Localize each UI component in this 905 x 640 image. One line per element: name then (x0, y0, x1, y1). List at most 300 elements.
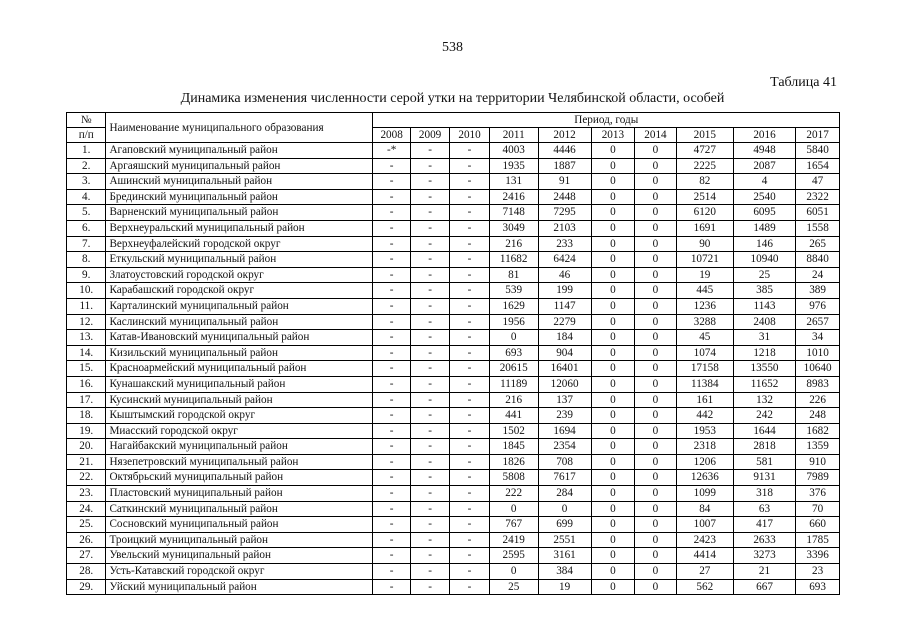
table-row (67, 501, 840, 517)
row-number: 8. (67, 252, 106, 268)
value-cell: - (410, 579, 449, 595)
value-cell: 539 (489, 283, 538, 299)
value-cell: - (450, 314, 489, 330)
value-cell: - (373, 314, 410, 330)
value-cell: 0 (635, 501, 677, 517)
table-row (67, 439, 840, 455)
value-cell: 0 (591, 439, 635, 455)
value-cell: 11384 (676, 376, 733, 392)
value-cell: 2633 (733, 532, 795, 548)
municipality-name: Кунашакский муниципальный район (106, 376, 373, 392)
value-cell: 441 (489, 408, 538, 424)
municipality-name: Пластовский муниципальный район (106, 486, 373, 502)
value-cell: - (450, 579, 489, 595)
num-header: № (67, 113, 106, 128)
value-cell: 1629 (489, 298, 538, 314)
year-header: 2012 (538, 128, 591, 143)
table-row (67, 470, 840, 486)
value-cell: 1826 (489, 454, 538, 470)
value-cell: 2818 (733, 439, 795, 455)
value-cell: 3273 (733, 548, 795, 564)
year-header: 2009 (410, 128, 449, 143)
value-cell: - (450, 283, 489, 299)
table-row (67, 345, 840, 361)
value-cell: 0 (635, 454, 677, 470)
value-cell: 0 (635, 548, 677, 564)
table-row (67, 283, 840, 299)
value-cell: 0 (591, 283, 635, 299)
row-number: 21. (67, 454, 106, 470)
value-cell: - (450, 564, 489, 580)
value-cell: 248 (796, 408, 840, 424)
value-cell: 11652 (733, 376, 795, 392)
value-cell: 0 (591, 376, 635, 392)
row-number: 1. (67, 143, 106, 159)
value-cell: 2419 (489, 532, 538, 548)
value-cell: 2657 (796, 314, 840, 330)
value-cell: 976 (796, 298, 840, 314)
value-cell: - (373, 252, 410, 268)
municipality-name: Миасский городской округ (106, 423, 373, 439)
value-cell: 1785 (796, 532, 840, 548)
row-number: 3. (67, 174, 106, 190)
value-cell: - (450, 376, 489, 392)
value-cell: 581 (733, 454, 795, 470)
value-cell: 0 (489, 330, 538, 346)
value-cell: 0 (635, 376, 677, 392)
value-cell: 16401 (538, 361, 591, 377)
value-cell: 0 (591, 532, 635, 548)
value-cell: 7148 (489, 205, 538, 221)
value-cell: 0 (591, 564, 635, 580)
row-number: 20. (67, 439, 106, 455)
municipality-name: Катав-Ивановский муниципальный район (106, 330, 373, 346)
value-cell: - (373, 174, 410, 190)
value-cell: 0 (635, 532, 677, 548)
value-cell: - (373, 579, 410, 595)
value-cell: - (410, 330, 449, 346)
table-row (67, 532, 840, 548)
value-cell: 0 (489, 564, 538, 580)
value-cell: 1143 (733, 298, 795, 314)
value-cell: - (450, 158, 489, 174)
num-sub-header: п/п (67, 128, 106, 143)
row-number: 9. (67, 267, 106, 283)
value-cell: 5808 (489, 470, 538, 486)
value-cell: 1558 (796, 220, 840, 236)
value-cell: 693 (489, 345, 538, 361)
value-cell: 284 (538, 486, 591, 502)
table-row (67, 408, 840, 424)
value-cell: 3396 (796, 548, 840, 564)
value-cell: 20615 (489, 361, 538, 377)
value-cell: 4446 (538, 143, 591, 159)
municipality-name: Карталинский муниципальный район (106, 298, 373, 314)
value-cell: 442 (676, 408, 733, 424)
value-cell: - (450, 143, 489, 159)
value-cell: - (450, 423, 489, 439)
value-cell: 0 (635, 470, 677, 486)
value-cell: 23 (796, 564, 840, 580)
row-number: 18. (67, 408, 106, 424)
row-number: 7. (67, 236, 106, 252)
value-cell: 445 (676, 283, 733, 299)
value-cell: 25 (489, 579, 538, 595)
value-cell: - (450, 501, 489, 517)
value-cell: 0 (635, 423, 677, 439)
value-cell: 1218 (733, 345, 795, 361)
value-cell: 184 (538, 330, 591, 346)
value-cell: - (410, 143, 449, 159)
row-number: 4. (67, 189, 106, 205)
row-number: 15. (67, 361, 106, 377)
value-cell: 0 (635, 267, 677, 283)
row-number: 14. (67, 345, 106, 361)
municipality-name: Троицкий муниципальный район (106, 532, 373, 548)
value-cell: 0 (591, 174, 635, 190)
value-cell: 146 (733, 236, 795, 252)
value-cell: 6051 (796, 205, 840, 221)
value-cell: 0 (591, 454, 635, 470)
value-cell: 660 (796, 517, 840, 533)
value-cell: - (450, 345, 489, 361)
value-cell: 2540 (733, 189, 795, 205)
value-cell: - (450, 470, 489, 486)
value-cell: 2416 (489, 189, 538, 205)
value-cell: 0 (591, 252, 635, 268)
value-cell: 4003 (489, 143, 538, 159)
value-cell: - (410, 423, 449, 439)
value-cell: 239 (538, 408, 591, 424)
value-cell: - (410, 486, 449, 502)
municipality-name: Саткинский муниципальный район (106, 501, 373, 517)
row-number: 6. (67, 220, 106, 236)
value-cell: 0 (635, 439, 677, 455)
value-cell: 904 (538, 345, 591, 361)
population-table (66, 112, 840, 595)
value-cell: 8983 (796, 376, 840, 392)
value-cell: 0 (591, 314, 635, 330)
value-cell: - (410, 298, 449, 314)
value-cell: 0 (591, 220, 635, 236)
row-number: 26. (67, 532, 106, 548)
year-header: 2016 (733, 128, 795, 143)
table-row (67, 423, 840, 439)
value-cell: - (450, 532, 489, 548)
value-cell: 318 (733, 486, 795, 502)
table-row (67, 220, 840, 236)
value-cell: 226 (796, 392, 840, 408)
row-number: 13. (67, 330, 106, 346)
value-cell: - (410, 548, 449, 564)
year-header: 2013 (591, 128, 635, 143)
value-cell: 0 (591, 205, 635, 221)
value-cell: - (450, 236, 489, 252)
row-number: 5. (67, 205, 106, 221)
value-cell: 0 (591, 143, 635, 159)
year-header: 2015 (676, 128, 733, 143)
year-header: 2008 (373, 128, 410, 143)
value-cell: 4727 (676, 143, 733, 159)
value-cell: - (450, 252, 489, 268)
value-cell: - (450, 330, 489, 346)
value-cell: 1694 (538, 423, 591, 439)
value-cell: - (450, 174, 489, 190)
value-cell: - (373, 548, 410, 564)
table-row (67, 236, 840, 252)
value-cell: - (450, 267, 489, 283)
municipality-name: Каслинский муниципальный район (106, 314, 373, 330)
value-cell: 0 (591, 158, 635, 174)
value-cell: - (410, 361, 449, 377)
value-cell: - (410, 501, 449, 517)
value-cell: 2514 (676, 189, 733, 205)
value-cell: 1644 (733, 423, 795, 439)
value-cell: - (450, 454, 489, 470)
value-cell: 47 (796, 174, 840, 190)
value-cell: 1887 (538, 158, 591, 174)
value-cell: 0 (635, 236, 677, 252)
municipality-name: Красноармейский муниципальный район (106, 361, 373, 377)
value-cell: 0 (635, 564, 677, 580)
value-cell: 389 (796, 283, 840, 299)
value-cell: 84 (676, 501, 733, 517)
value-cell: 0 (635, 283, 677, 299)
value-cell: 1010 (796, 345, 840, 361)
value-cell: 384 (538, 564, 591, 580)
value-cell: 24 (796, 267, 840, 283)
value-cell: - (410, 345, 449, 361)
municipality-name: Ашинский муниципальный район (106, 174, 373, 190)
value-cell: - (410, 408, 449, 424)
value-cell: 19 (676, 267, 733, 283)
value-cell: 2087 (733, 158, 795, 174)
value-cell: 2279 (538, 314, 591, 330)
value-cell: 90 (676, 236, 733, 252)
table-row (67, 330, 840, 346)
value-cell: 2408 (733, 314, 795, 330)
value-cell: 1099 (676, 486, 733, 502)
value-cell: - (450, 220, 489, 236)
table-row (67, 298, 840, 314)
value-cell: 131 (489, 174, 538, 190)
value-cell: 0 (591, 267, 635, 283)
value-cell: - (373, 423, 410, 439)
value-cell: 0 (635, 189, 677, 205)
table-header (67, 113, 840, 143)
value-cell: - (410, 564, 449, 580)
row-number: 29. (67, 579, 106, 595)
value-cell: 7989 (796, 470, 840, 486)
value-cell: - (450, 486, 489, 502)
value-cell: - (450, 548, 489, 564)
value-cell: - (373, 330, 410, 346)
value-cell: 4948 (733, 143, 795, 159)
value-cell: 82 (676, 174, 733, 190)
row-number: 12. (67, 314, 106, 330)
value-cell: 0 (635, 392, 677, 408)
year-header: 2017 (796, 128, 840, 143)
value-cell: 161 (676, 392, 733, 408)
value-cell: - (373, 267, 410, 283)
value-cell: - (450, 517, 489, 533)
table-row (67, 486, 840, 502)
value-cell: 767 (489, 517, 538, 533)
value-cell: - (373, 205, 410, 221)
value-cell: 2551 (538, 532, 591, 548)
municipality-name: Нагайбакский муниципальный район (106, 439, 373, 455)
value-cell: 10940 (733, 252, 795, 268)
value-cell: 708 (538, 454, 591, 470)
value-cell: 13550 (733, 361, 795, 377)
row-number: 25. (67, 517, 106, 533)
value-cell: - (450, 392, 489, 408)
value-cell: 0 (635, 330, 677, 346)
row-number: 28. (67, 564, 106, 580)
value-cell: 1489 (733, 220, 795, 236)
value-cell: - (373, 564, 410, 580)
value-cell: - (410, 283, 449, 299)
value-cell: - (450, 408, 489, 424)
page-number: 538 (442, 40, 463, 55)
value-cell: 417 (733, 517, 795, 533)
value-cell: 0 (635, 143, 677, 159)
value-cell: 132 (733, 392, 795, 408)
value-cell: 0 (591, 345, 635, 361)
year-header: 2010 (450, 128, 489, 143)
value-cell: 6095 (733, 205, 795, 221)
table-row (67, 252, 840, 268)
value-cell: 385 (733, 283, 795, 299)
table-row (67, 392, 840, 408)
row-number: 22. (67, 470, 106, 486)
table-row (67, 314, 840, 330)
municipality-name: Кыштымский городской округ (106, 408, 373, 424)
value-cell: 1074 (676, 345, 733, 361)
value-cell: 0 (591, 517, 635, 533)
municipality-name: Нязепетровский муниципальный район (106, 454, 373, 470)
municipality-name: Верхнеуральский муниципальный район (106, 220, 373, 236)
value-cell: - (373, 517, 410, 533)
value-cell: 7295 (538, 205, 591, 221)
value-cell: 4 (733, 174, 795, 190)
value-cell: 46 (538, 267, 591, 283)
value-cell: - (410, 267, 449, 283)
value-cell: 0 (591, 470, 635, 486)
table-row (67, 267, 840, 283)
value-cell: - (373, 158, 410, 174)
value-cell: 12060 (538, 376, 591, 392)
value-cell: 265 (796, 236, 840, 252)
table-row (67, 158, 840, 174)
municipality-name: Усть-Катавский городской округ (106, 564, 373, 580)
value-cell: 0 (635, 158, 677, 174)
value-cell: 4414 (676, 548, 733, 564)
row-number: 2. (67, 158, 106, 174)
value-cell: - (373, 361, 410, 377)
value-cell: 63 (733, 501, 795, 517)
municipality-name: Златоустовский городской округ (106, 267, 373, 283)
value-cell: 562 (676, 579, 733, 595)
value-cell: 70 (796, 501, 840, 517)
table-row (67, 548, 840, 564)
value-cell: 1007 (676, 517, 733, 533)
value-cell: 45 (676, 330, 733, 346)
value-cell: 0 (591, 189, 635, 205)
value-cell: 0 (635, 486, 677, 502)
value-cell: 699 (538, 517, 591, 533)
value-cell: 0 (591, 236, 635, 252)
value-cell: - (373, 501, 410, 517)
value-cell: - (373, 470, 410, 486)
name-header: Наименование муниципального образования (106, 113, 373, 143)
value-cell: - (410, 376, 449, 392)
value-cell: 17158 (676, 361, 733, 377)
value-cell: - (410, 236, 449, 252)
value-cell: 0 (635, 345, 677, 361)
value-cell: 1956 (489, 314, 538, 330)
row-number: 17. (67, 392, 106, 408)
value-cell: 0 (591, 579, 635, 595)
value-cell: - (410, 158, 449, 174)
municipality-name: Октябрьский муниципальный район (106, 470, 373, 486)
value-cell: 3288 (676, 314, 733, 330)
value-cell: 10640 (796, 361, 840, 377)
value-cell: 0 (591, 361, 635, 377)
value-cell: 1359 (796, 439, 840, 455)
municipality-name: Брединский муниципальный район (106, 189, 373, 205)
value-cell: - (410, 252, 449, 268)
value-cell: - (373, 486, 410, 502)
value-cell: - (373, 439, 410, 455)
municipality-name: Увельский муниципальный район (106, 548, 373, 564)
value-cell: 2423 (676, 532, 733, 548)
value-cell: 0 (591, 298, 635, 314)
value-cell: 6120 (676, 205, 733, 221)
table-label: Таблица 41 (770, 75, 837, 90)
value-cell: - (450, 439, 489, 455)
municipality-name: Сосновский муниципальный район (106, 517, 373, 533)
municipality-name: Агаповский муниципальный район (106, 143, 373, 159)
table-body (67, 143, 840, 595)
value-cell: - (450, 189, 489, 205)
value-cell: - (410, 517, 449, 533)
value-cell: - (410, 189, 449, 205)
value-cell: 233 (538, 236, 591, 252)
value-cell: - (410, 454, 449, 470)
value-cell: - (410, 314, 449, 330)
municipality-name: Уйский муниципальный район (106, 579, 373, 595)
value-cell: 0 (591, 501, 635, 517)
value-cell: 0 (635, 408, 677, 424)
table-row (67, 143, 840, 159)
value-cell: - (373, 298, 410, 314)
row-number: 10. (67, 283, 106, 299)
table-title: Динамика изменения численности серой утки на территории Челябинской области, особей (180, 91, 725, 106)
municipality-name: Карабашский городской округ (106, 283, 373, 299)
value-cell: 216 (489, 392, 538, 408)
value-cell: 0 (635, 579, 677, 595)
value-cell: 222 (489, 486, 538, 502)
table-row (67, 564, 840, 580)
value-cell: 2322 (796, 189, 840, 205)
value-cell: - (373, 236, 410, 252)
value-cell: 1935 (489, 158, 538, 174)
value-cell: 0 (538, 501, 591, 517)
value-cell: - (373, 220, 410, 236)
value-cell: 0 (635, 174, 677, 190)
value-cell: 0 (591, 408, 635, 424)
